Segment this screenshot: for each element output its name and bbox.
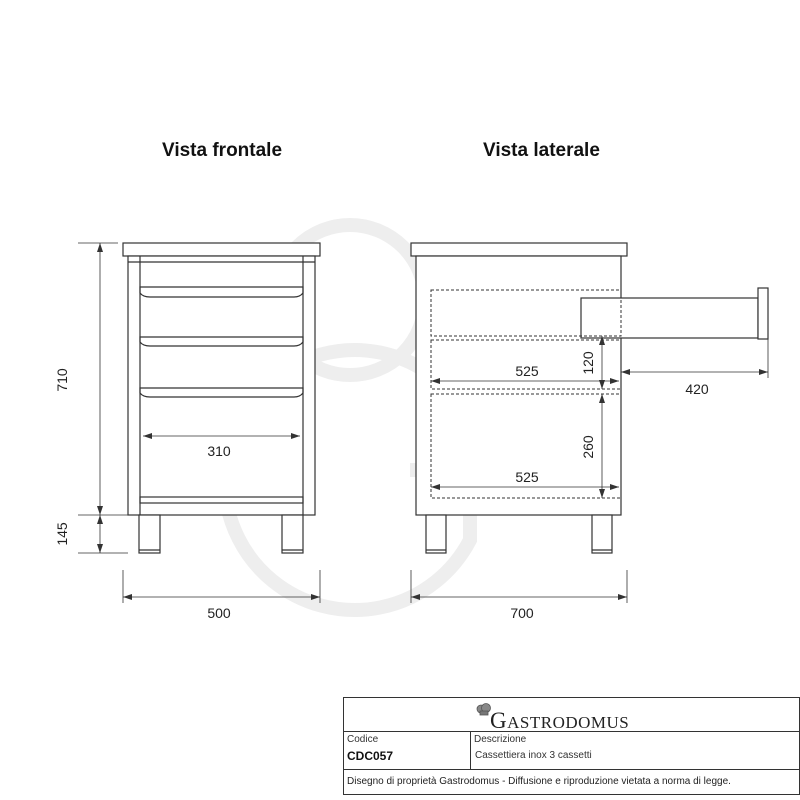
code-label: Codice <box>347 734 379 745</box>
front-body <box>128 256 315 515</box>
title-block-logo-row <box>344 698 799 732</box>
brand-logo-text <box>490 708 629 734</box>
side-leg-right <box>592 515 612 553</box>
dim-drawer-depth-top: 525 <box>515 363 539 379</box>
side-view-title: Vista laterale <box>483 140 600 161</box>
dim-drawer-height-bottom: 260 <box>580 435 596 459</box>
drawer-handle <box>758 288 768 339</box>
dim-front-height-legs: 145 <box>54 522 70 546</box>
code-cell <box>344 732 471 769</box>
dim-drawer-depth-bottom: 525 <box>515 469 539 485</box>
title-block <box>343 697 800 795</box>
front-worktop <box>123 243 320 256</box>
side-leg-left <box>426 515 446 553</box>
brand-rest: ASTRODOMUS <box>507 713 630 732</box>
front-view <box>123 243 320 553</box>
brand-initial: G <box>490 708 508 733</box>
code-value: CDC057 <box>347 749 394 763</box>
dim-drawer-height-top: 120 <box>580 351 596 375</box>
dim-side-width: 700 <box>510 605 534 621</box>
side-view <box>411 243 768 553</box>
title-block-info-row <box>344 732 799 770</box>
description-cell <box>471 732 799 769</box>
dim-front-inner-width: 310 <box>207 443 231 459</box>
front-view-title: Vista frontale <box>162 140 283 161</box>
description-label: Descrizione <box>474 734 527 745</box>
drawer-extended <box>581 298 758 338</box>
ownership-notice: Disegno di proprietà Gastrodomus - Diffusione e riproduzione vietata a norma di legge. <box>347 776 731 787</box>
dim-drawer-extension: 420 <box>685 381 709 397</box>
dim-front-height-body: 710 <box>54 368 70 392</box>
dim-front-width: 500 <box>207 605 231 621</box>
front-leg-right <box>282 515 303 553</box>
side-worktop <box>411 243 627 256</box>
description-value: Cassettiera inox 3 cassetti <box>475 750 592 761</box>
front-leg-left <box>139 515 160 553</box>
